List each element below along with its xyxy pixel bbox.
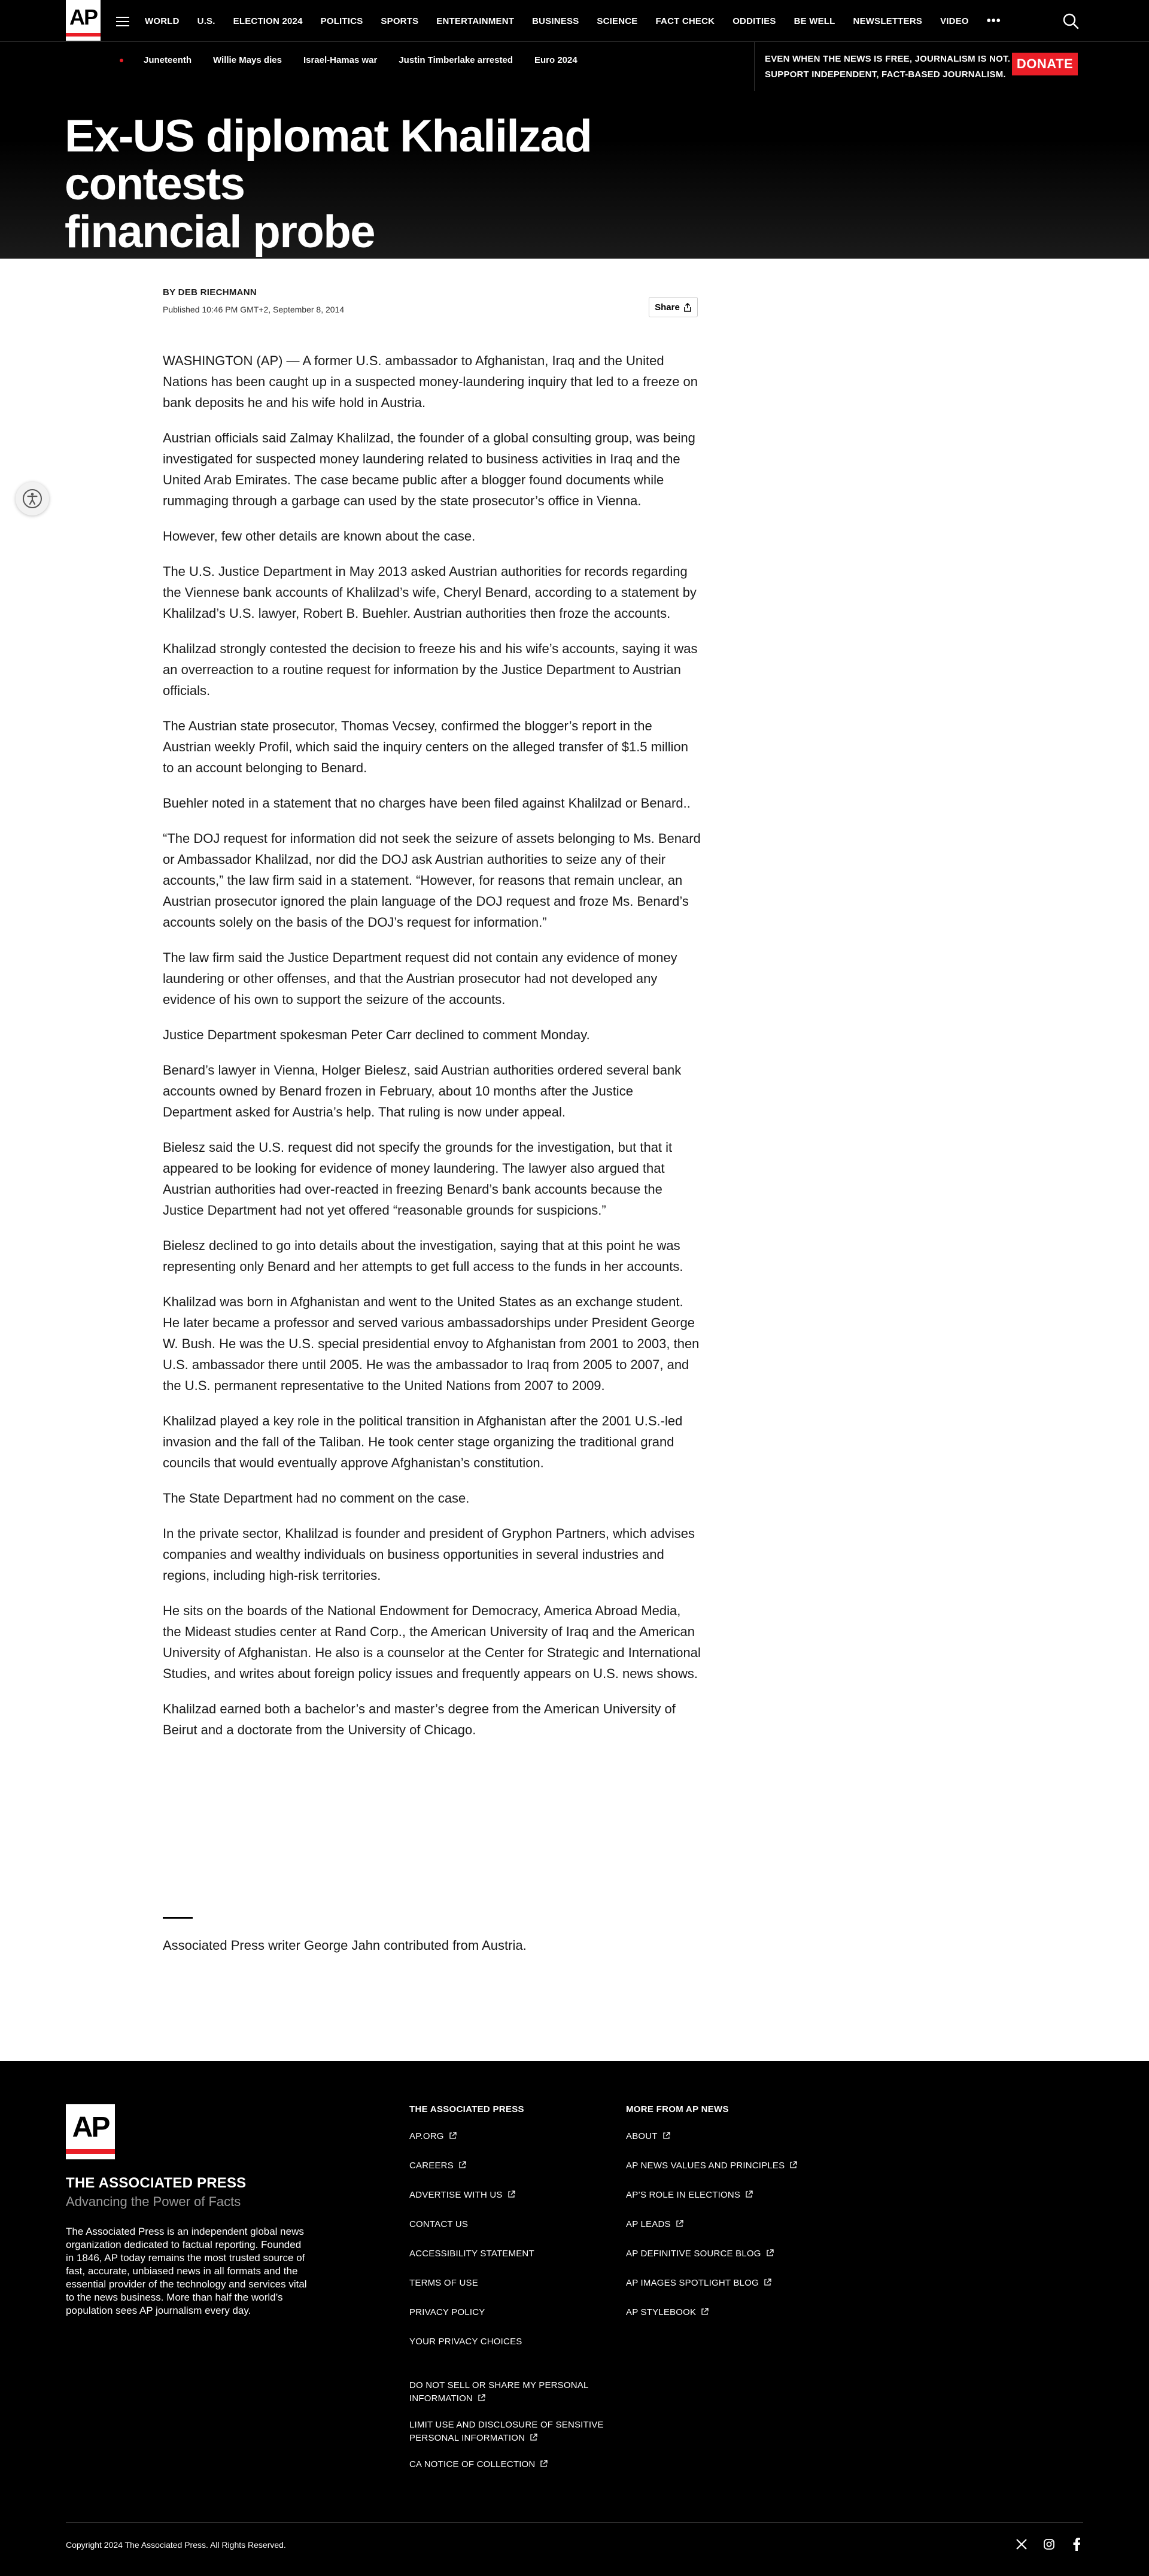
footer-link-privacy-policy[interactable] [409,2306,604,2319]
article-paragraph: Benard’s lawyer in Vienna, Holger Bielesz, said Austrian authorities ordered several bank accounts owned by Benard frozen in February, about 10 months after the Justice Department asked for Austria’s help. That ruling is now under appeal. [163,1063,682,1119]
menu-icon[interactable] [116,17,129,26]
article-paragraph: Khalilzad earned both a bachelor’s and master’s degree from the American University of Beirut and a doctorate from the University of Chicago. [163,1701,676,1737]
nav-link-world[interactable]: WORLD [145,16,180,26]
footer-link-label-line1: LIMIT USE AND DISCLOSURE OF SENSITIVE [409,2420,604,2430]
author-link[interactable]: DEB RIECHMANN [178,287,257,298]
external-link-icon [458,2161,466,2169]
footer-link-ap-definitive-source-blog[interactable] [626,2247,797,2261]
nav-link-business[interactable]: BUSINESS [532,16,579,26]
footer-link-label: AP NEWS VALUES AND PRINCIPLES [626,2161,785,2171]
footer-link-label: PRIVACY POLICY [409,2307,485,2317]
nav-link-fact-check[interactable]: FACT CHECK [655,16,715,26]
footer-link-ap-s-role-in-elections[interactable] [626,2189,797,2202]
article-paragraph: The U.S. Justice Department in May 2013 asked Austrian authorities for records regarding the Viennese bank accounts of Khalilzad’s wife, Cheryl Benard, according to a statement by Khalilzad’s U.S. lawyer, Robert B. Buehler. Austrian authorities then froze the accounts. [163,564,697,621]
nav-link-oddities[interactable]: ODDITIES [732,16,776,26]
footer-org-name: THE ASSOCIATED PRESS [66,2175,247,2191]
trending-link-juneteenth[interactable]: Juneteenth [144,55,192,65]
footer-link-ap-news-values-and-principles[interactable] [626,2159,797,2173]
footer-link-label: AP STYLEBOOK [626,2307,697,2317]
footer-link-label: YOUR PRIVACY CHOICES [409,2337,522,2347]
nav-link-newsletters[interactable]: NEWSLETTERS [853,16,923,26]
external-link-icon [662,2132,670,2140]
donate-message-line2: SUPPORT INDEPENDENT, FACT-BASED JOURNALISM. [765,69,1006,80]
donate-banner [754,42,1149,91]
footer-tagline: Advancing the Power of Facts [66,2194,241,2209]
article-paragraph: “The DOJ request for information did not seek the seizure of assets belonging to Ms. Benard or Ambassador Khalilzad, nor did the DOJ ask Austrian authorities to seize any of their accounts,” the law firm said in a statement. “However, for reasons that remain unclear, an Austrian prosecutor ignored the plain language of the DOJ request and froze Ms. Benard’s accounts solely on the basis of the DOJ’s request for information.” [163,831,701,930]
nav-link-election-2024[interactable]: ELECTION 2024 [233,16,303,26]
footer-link-limit-use-and-disclosure-of-sensitive-personal-information[interactable] [409,2419,604,2445]
nav-link-video[interactable]: VIDEO [940,16,969,26]
footer-link-label-line2: INFORMATION [409,2393,473,2404]
trending-link-israel-hamas-war[interactable]: Israel-Hamas war [303,55,378,65]
headline-line2: financial probe [65,207,375,257]
main-nav-links [145,0,1001,42]
article-hero [0,42,1149,259]
footer-link-your-privacy-choices[interactable] [409,2335,604,2349]
article-paragraph: Buehler noted in a statement that no charges have been filed against Khalilzad or Benard.. [163,796,691,811]
article-paragraph: Khalilzad was born in Afghanistan and went to the United States as an exchange student. He later became a professor and served various ambassadorships under President George W. Bush. He was the U.S. special presidential envoy to Afghanistan from 2001 to 2003, then U.S. ambassador there until 2005. He was the ambassador to Iraq from 2005 to 2007, and the U.S. permanent representative to the United Nations from 2007 to 2009. [163,1294,700,1393]
trending-link-justin-timberlake-arrested[interactable]: Justin Timberlake arrested [399,55,513,65]
footer-link-about[interactable] [626,2130,797,2143]
article-body [163,350,701,1755]
external-link-icon [449,2132,457,2140]
donate-message-line1: EVEN WHEN THE NEWS IS FREE, JOURNALISM IS NOT. [765,54,1011,64]
article-paragraph: Khalilzad strongly contested the decision to freeze his and his wife’s accounts, saying it was an overreaction to a routine request for information by the Justice Department to Austrian officials. [163,641,698,698]
external-link-icon [540,2460,548,2468]
footer-column-more-from-ap [626,2104,797,2335]
footer-column-title: MORE FROM AP NEWS [626,2104,729,2114]
footer-link-careers[interactable] [409,2159,604,2173]
footer-link-label: AP IMAGES SPOTLIGHT BLOG [626,2278,759,2288]
nav-link-be-well[interactable]: BE WELL [794,16,835,26]
footer-link-label: ACCESSIBILITY STATEMENT [409,2249,534,2259]
article-paragraph: WASHINGTON (AP) — A former U.S. ambassador to Afghanistan, Iraq and the United Nations has been caught up in a suspected money-laundering inquiry that led to a freeze on bank deposits he and his wife hold in Austria. [163,353,698,410]
footer-spacer [409,2365,604,2379]
trending-link-willie-mays-dies[interactable]: Willie Mays dies [213,55,282,65]
contributor-note: Associated Press writer George Jahn contributed from Austria. [163,1938,527,1953]
byline-prefix: BY [163,287,176,298]
copyright-text: Copyright 2024 The Associated Press. All Rights Reserved. [66,2540,286,2550]
article-paragraph: Justice Department spokesman Peter Carr declined to comment Monday. [163,1027,590,1042]
article-headline [65,113,783,256]
footer-link-label-line2: PERSONAL INFORMATION [409,2433,525,2443]
footer-link-label: ABOUT [626,2131,658,2141]
top-navigation [0,0,1149,42]
footer-link-label: AP DEFINITIVE SOURCE BLOG [626,2249,761,2259]
footer-link-ap-leads[interactable] [626,2218,797,2231]
donate-message [765,51,1016,83]
trending-dot [120,59,123,62]
article-paragraph: However, few other details are known about the case. [163,529,476,544]
footer-link-label: TERMS OF USE [409,2278,478,2288]
footer-link-label-line1: DO NOT SELL OR SHARE MY PERSONAL [409,2380,589,2390]
byline-row [163,287,701,314]
nav-link-u-s[interactable]: U.S. [197,16,215,26]
external-link-icon [789,2161,797,2169]
footer-link-label: AP LEADS [626,2219,671,2229]
published-timestamp: Published 10:46 PM GMT+2, September 8, 2014 [163,305,345,314]
headline-line1: Ex-US diplomat Khalilzad contests [65,111,592,210]
footer-link-label: CONTACT US [409,2219,469,2229]
nav-link-entertainment[interactable]: ENTERTAINMENT [436,16,515,26]
instagram-icon[interactable] [1041,2536,1057,2552]
article-paragraph: The State Department had no comment on the case. [163,1491,470,1506]
accessibility-button[interactable] [16,482,49,515]
nav-link-politics[interactable]: POLITICS [320,16,363,26]
footer-link-contact-us[interactable] [409,2218,604,2231]
more-icon[interactable]: ••• [986,14,1001,28]
external-link-icon [766,2249,774,2257]
footer-link-terms-of-use[interactable] [409,2277,604,2290]
external-link-icon [701,2308,709,2316]
footer-link-ap-org[interactable] [409,2130,604,2143]
article-end-rule [163,1917,193,1919]
ap-logo[interactable] [66,0,101,41]
facebook-icon[interactable] [1069,2536,1084,2552]
external-link-icon [676,2220,683,2228]
ap-logo-text: AP [69,5,97,29]
article-paragraph: In the private sector, Khalilzad is founder and president of Gryphon Partners, which advises companies and wealthy individuals on business opportunities in several industries and regions, including high-risk territories. [163,1526,695,1583]
footer-link-advertise-with-us[interactable] [409,2189,604,2202]
footer-link-ap-stylebook[interactable] [626,2306,797,2319]
footer-link-label: ADVERTISE WITH US [409,2190,503,2200]
article-paragraph: Bielesz said the U.S. request did not specify the grounds for the investigation, but that it appeared to be looking for evidence of money laundering. The lawyer also argued that Austrian authorities had over-reacted in freezing Benard’s bank accounts because the Justice Department had not yet offered “reasonable grounds for suspicions.” [163,1140,673,1218]
article-paragraph: The law firm said the Justice Department request did not contain any evidence of money laundering or other offenses, and that the Austrian prosecutor had not developed any evidence of his own to support the seizure of the accounts. [163,950,677,1007]
footer-column-associated-press [409,2104,604,2484]
footer-about-text: The Associated Press is an independent global news organization dedicated to factual reporting. Founded in 1846, AP today remains the most trusted source of fast, accurate, unbiased news in all formats and the essential provider of the technology and services vital to the news business. More than half the world’s population sees AP journalism every day. [66,2226,307,2316]
external-link-icon [530,2434,537,2441]
external-link-icon [764,2278,771,2286]
footer-link-accessibility-statement[interactable] [409,2247,604,2261]
article-paragraph: Bielesz declined to go into details about the investigation, saying that at this point he was representing only Benard and her attempts to get full access to the funds in her accounts. [163,1238,683,1274]
footer-divider [66,2522,1083,2523]
x-icon[interactable] [1014,2536,1029,2552]
footer-link-label: CAREERS [409,2161,454,2171]
footer-link-label: AP.ORG [409,2131,444,2141]
accessibility-icon [22,489,42,509]
nav-link-sports[interactable]: SPORTS [381,16,419,26]
external-link-icon [745,2190,753,2198]
footer-link-label-line1: CA NOTICE OF COLLECTION [409,2459,536,2469]
trending-link-euro-2024[interactable]: Euro 2024 [534,55,577,65]
nav-link-science[interactable]: SCIENCE [597,16,638,26]
footer-link-ca-notice-of-collection[interactable] [409,2458,604,2471]
trending-bar [120,55,599,65]
article-paragraph: Austrian officials said Zalmay Khalilzad, the founder of a global consulting group, was being investigated for suspected money laundering related to business activities in Iraq and the United Arab Emirates. The case became public after a blogger found documents while rummaging through a garbage can used by the state prosecutor’s office in Vienna. [163,430,695,508]
article-paragraph: He sits on the boards of the National Endowment for Democracy, America Abroad Media, the Mideast studies center at Rand Corp., the American University of Iraq and the American University of Afghanistan. He also is a counselor at the Center for Strategic and International Studies, and writes about foreign policy issues and frequently appears on U.S. news shows. [163,1603,701,1681]
share-button[interactable] [649,297,698,317]
search-icon[interactable] [1062,12,1080,30]
ap-logo-red-bar [66,33,101,37]
byline [163,287,701,298]
footer-ap-logo-text: AP [72,2111,109,2143]
footer-link-ap-images-spotlight-blog[interactable] [626,2277,797,2290]
external-link-icon [478,2394,485,2402]
footer-link-do-not-sell-or-share-my-personal-information[interactable] [409,2379,604,2405]
site-footer [0,2061,1149,2576]
share-icon [683,303,692,312]
footer-ap-logo[interactable] [66,2104,115,2159]
footer-link-label: AP’S ROLE IN ELECTIONS [626,2190,741,2200]
footer-ap-logo-red-bar [66,2149,115,2154]
donate-button[interactable]: DONATE [1012,53,1078,75]
external-link-icon [507,2190,515,2198]
footer-column-title: THE ASSOCIATED PRESS [409,2104,524,2114]
share-label: Share [655,302,680,312]
article-paragraph: Khalilzad played a key role in the political transition in Afghanistan after the 2001 U.S.-led invasion and the fall of the Taliban. He took center stage organizing the traditional grand councils that would eventually approve Afghanistan’s constitution. [163,1413,683,1470]
article-paragraph: The Austrian state prosecutor, Thomas Vecsey, confirmed the blogger’s report in the Austrian weekly Profil, which said the inquiry centers on the alleged transfer of $1.5 million to an account belonging to Benard. [163,718,689,775]
